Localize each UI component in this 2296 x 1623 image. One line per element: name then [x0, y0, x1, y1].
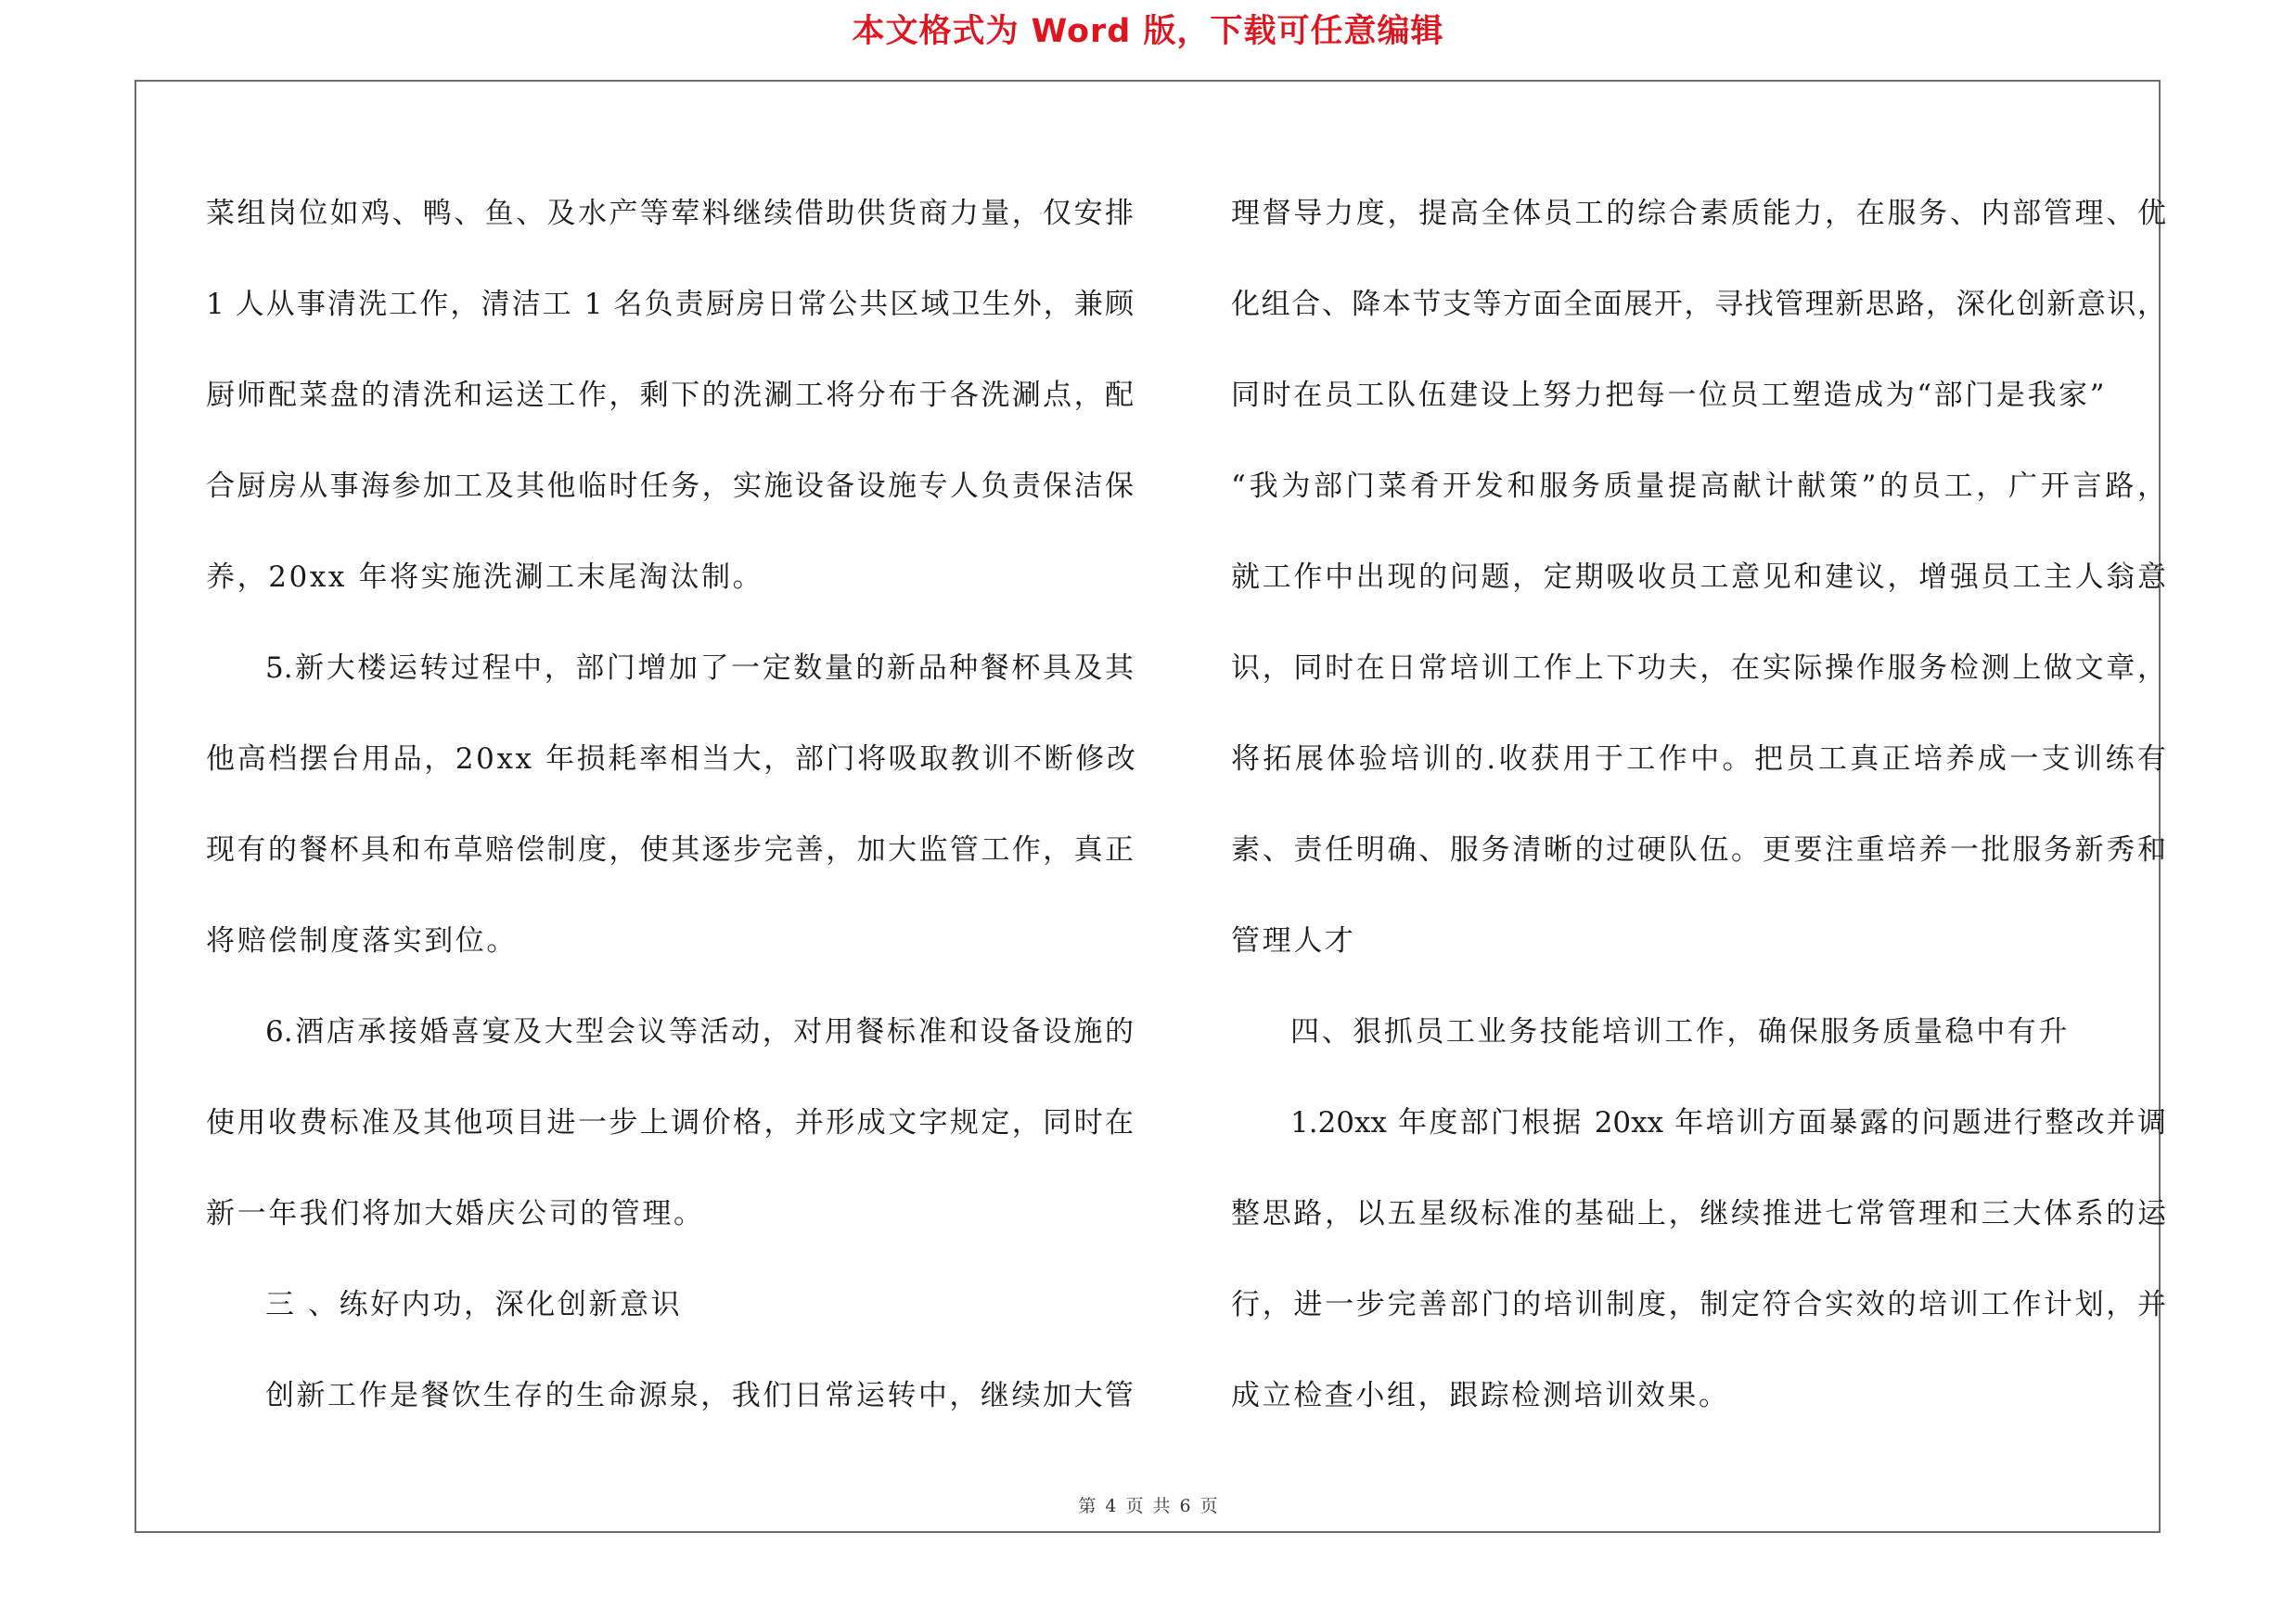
footer-suffix: 页	[1199, 1496, 1218, 1516]
banner-notice: 本文格式为 Word 版，下载可任意编辑	[852, 13, 1444, 50]
section-heading: 四、狠抓员工业务技能培训工作，确保服务质量稳中有升	[1290, 1015, 2070, 1049]
text-line: 菜组岗位如鸡、鸭、鱼、及水产等荤料继续借助供货商力量，仅安排	[206, 197, 1134, 230]
text-line: “我为部门菜肴开发和服务质量提高献计献策”的员工，广开言路，	[1231, 470, 2166, 503]
paragraph-start-line: 创新工作是餐饮生存的生命源泉，我们日常运转中，继续加大管	[265, 1379, 1134, 1412]
text-line: 化组合、降本节支等方面全面展开，寻找管理新思路，深化创新意识，	[1231, 288, 2166, 321]
text-line: 现有的餐杯具和布草赔偿制度，使其逐步完善，加大监管工作，真正	[206, 833, 1134, 867]
section-heading: 三 、练好内功，深化创新意识	[265, 1288, 683, 1321]
paragraph-start-line: 6.酒店承接婚喜宴及大型会议等活动，对用餐标准和设备设施的	[265, 1015, 1134, 1049]
text-line: 使用收费标准及其他项目进一步上调价格，并形成文字规定，同时在	[206, 1106, 1134, 1140]
footer-page-word: 页	[1125, 1496, 1144, 1516]
text-line: 就工作中出现的问题，定期吸收员工意见和建议，增强员工主人翁意	[1231, 560, 2166, 594]
text-line: 同时在员工队伍建设上努力把每一位员工塑造成为“部门是我家”	[1231, 379, 2108, 412]
text-line: 整思路，以五星级标准的基础上，继续推进七常管理和三大体系的运	[1231, 1197, 2166, 1230]
text-line: 将拓展体验培训的.收获用于工作中。把员工真正培养成一支训练有	[1231, 742, 2166, 776]
right-text-column	[1231, 186, 2166, 1459]
text-line: 行，进一步完善部门的培训制度，制定符合实效的培训工作计划，并	[1231, 1288, 2166, 1321]
footer-prefix: 第	[1078, 1496, 1097, 1516]
text-line: 理督导力度，提高全体员工的综合素质能力，在服务、内部管理、优	[1231, 197, 2166, 230]
text-line: 素、责任明确、服务清晰的过硬队伍。更要注重培养一批服务新秀和	[1231, 833, 2166, 867]
total-page-number: 6	[1179, 1496, 1191, 1516]
paragraph-start-line: 1.20xx 年度部门根据 20xx 年培训方面暴露的问题进行整改并调	[1290, 1106, 2166, 1140]
left-text-column	[206, 186, 1138, 1459]
text-line: 识，同时在日常培训工作上下功夫，在实际操作服务检测上做文章，	[1231, 651, 2166, 685]
text-line: 合厨房从事海参加工及其他临时任务，实施设备设施专人负责保洁保	[206, 470, 1134, 503]
paragraph-start-line: 5.新大楼运转过程中，部门增加了一定数量的新品种餐杯具及其	[265, 651, 1134, 685]
text-line: 新一年我们将加大婚庆公司的管理。	[206, 1197, 705, 1230]
text-line: 成立检查小组，跟踪检测培训效果。	[1231, 1379, 1730, 1412]
text-line: 将赔偿制度落实到位。	[206, 924, 518, 958]
text-line: 养，20xx 年将实施洗涮工末尾淘汰制。	[206, 560, 764, 594]
current-page-number: 4	[1105, 1496, 1117, 1516]
footer-total-word: 共	[1152, 1496, 1171, 1516]
text-line: 管理人才	[1231, 924, 1356, 958]
page-number-footer	[0, 1492, 2296, 1517]
text-line: 1 人从事清洗工作，清洁工 1 名负责厨房日常公共区域卫生外，兼顾	[206, 288, 1134, 321]
text-line: 他高档摆台用品，20xx 年损耗率相当大，部门将吸取教训不断修改	[206, 742, 1138, 776]
text-line: 厨师配菜盘的清洗和运送工作，剩下的洗涮工将分布于各洗涮点，配	[206, 379, 1134, 412]
